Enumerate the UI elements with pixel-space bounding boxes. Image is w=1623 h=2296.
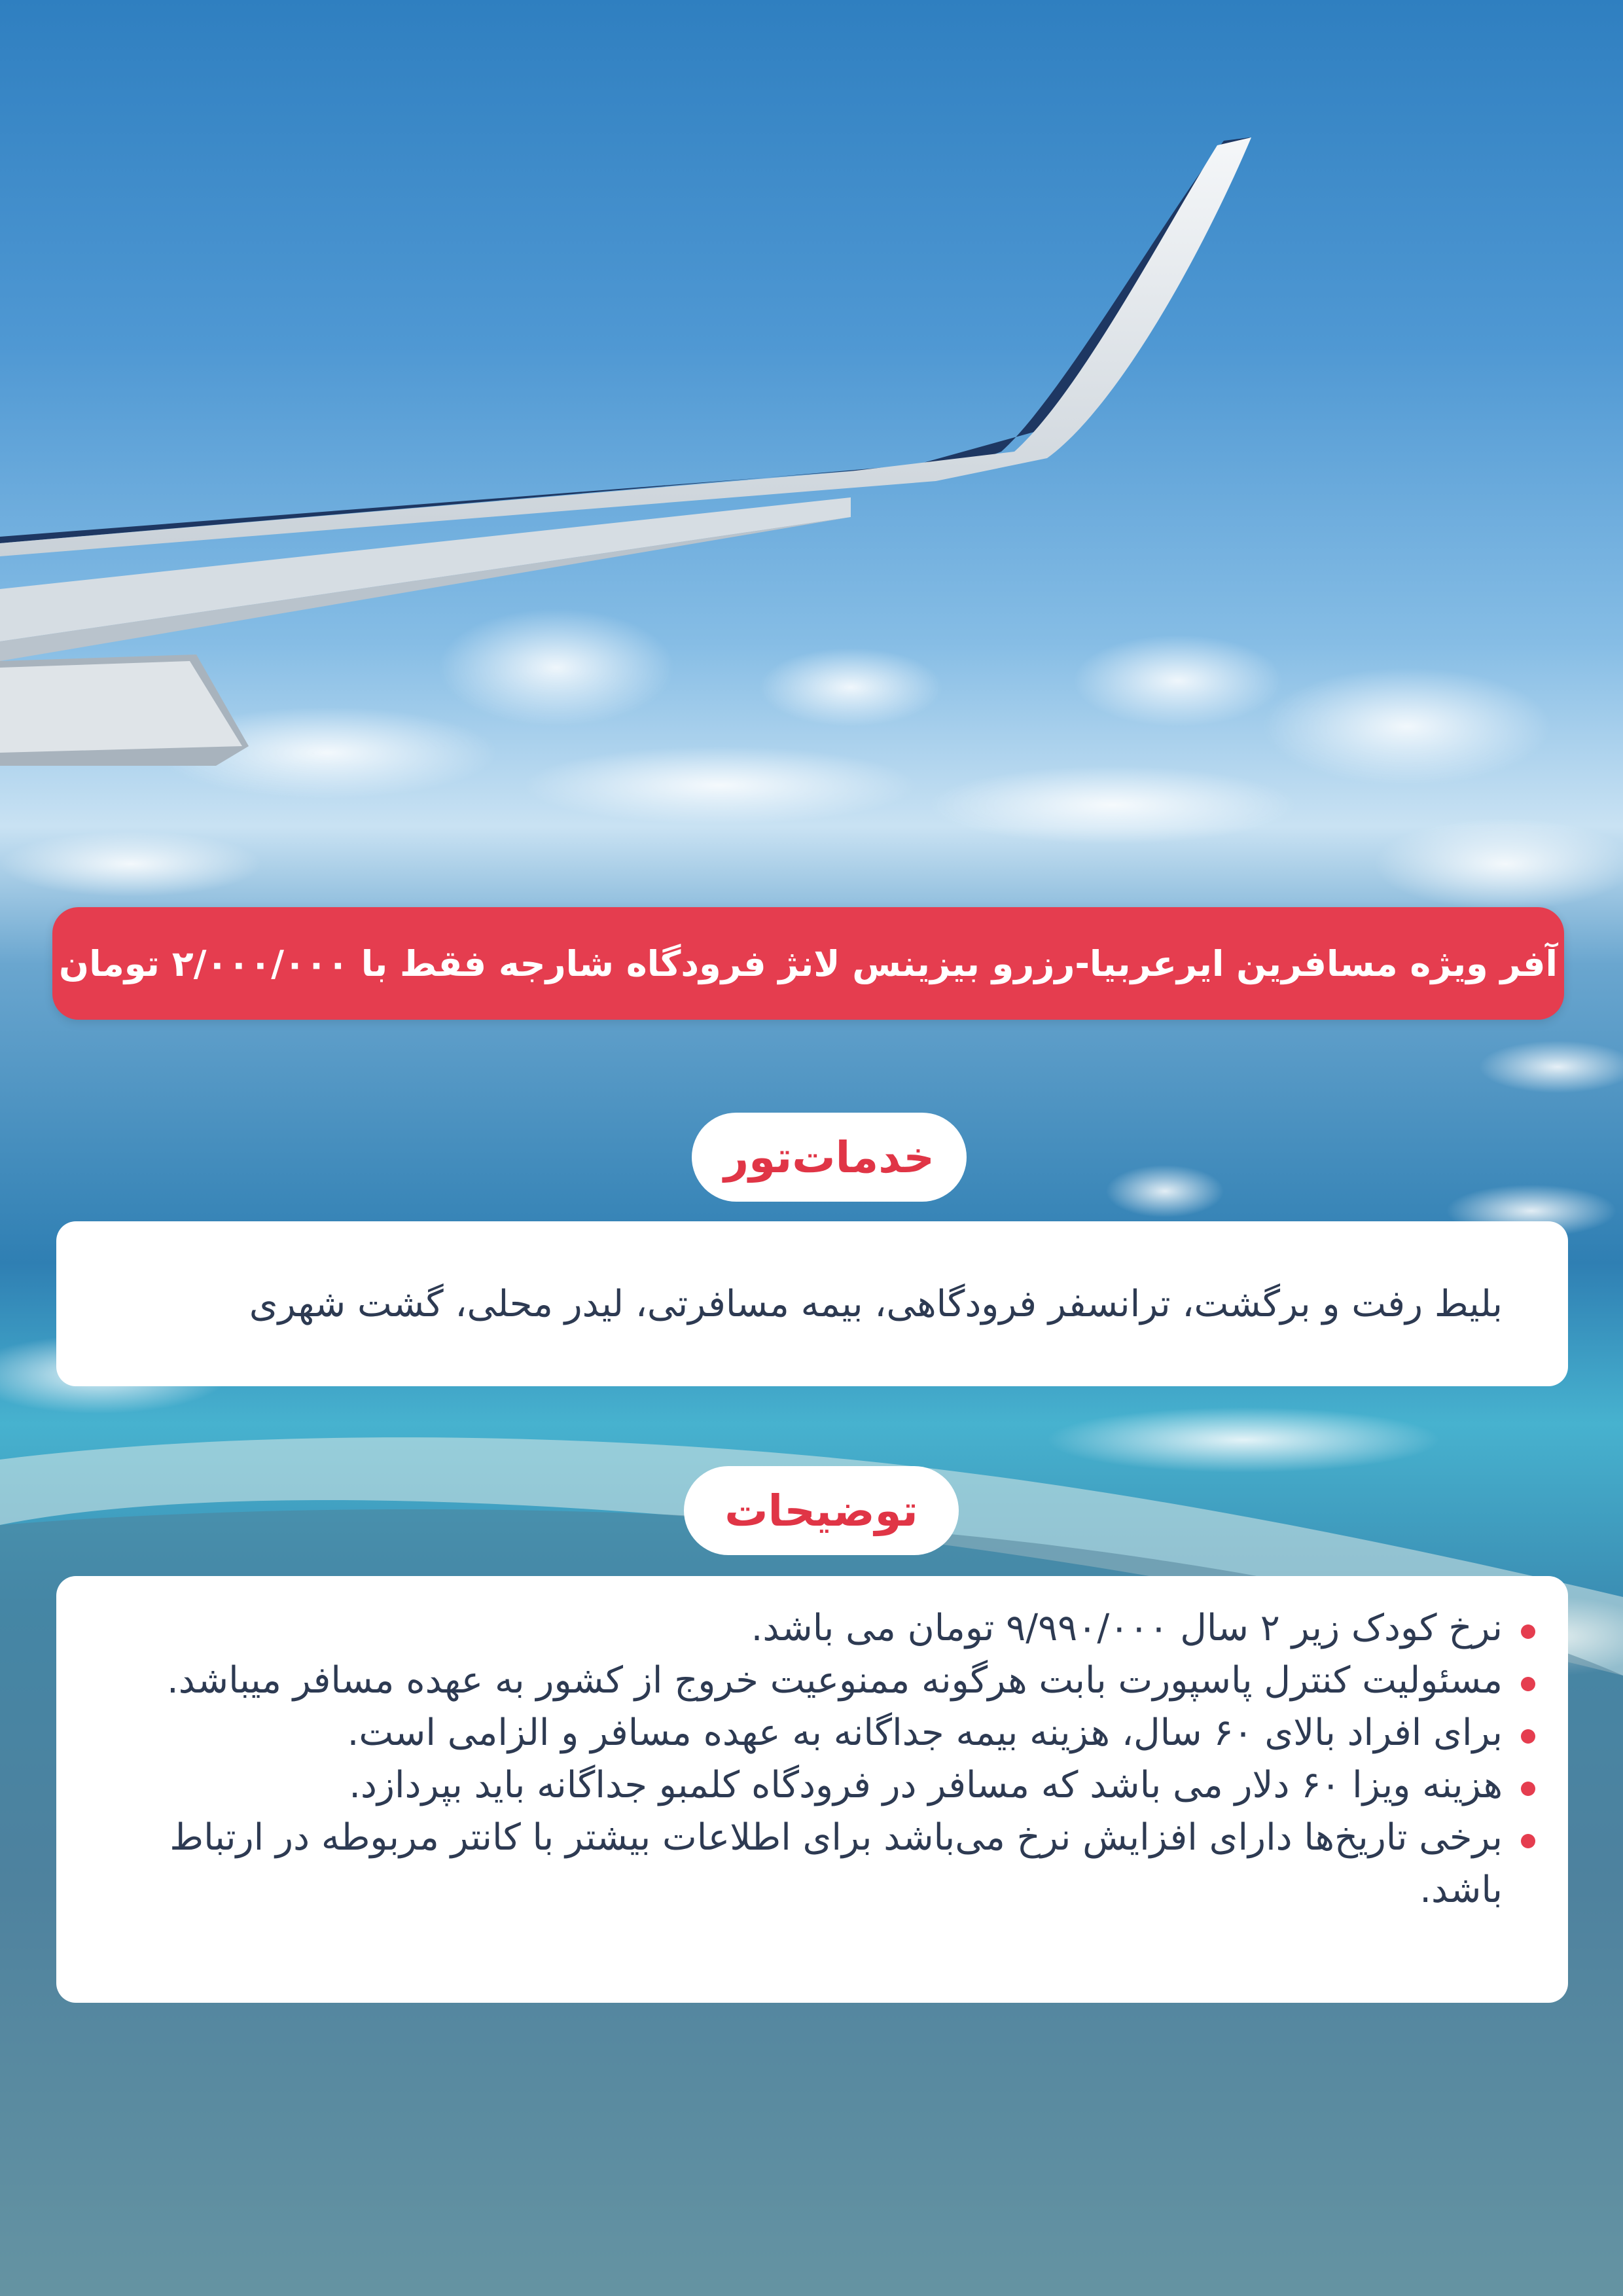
list-item xyxy=(128,1812,1503,1916)
services-heading xyxy=(692,1113,967,1202)
notes-heading-text: توضیحات xyxy=(724,1485,918,1536)
services-text: بلیط رفت و برگشت، ترانسفر فرودگاهی، بیمه مسافرتی، لیدر محلی، گشت شهری xyxy=(249,1282,1503,1325)
bullet-icon xyxy=(1521,1782,1535,1796)
bullet-icon xyxy=(1521,1834,1535,1848)
services-card xyxy=(56,1221,1568,1386)
offer-banner xyxy=(52,907,1564,1020)
offer-banner-text: آفر ویژه مسافرین ایرعربیا-رزرو بیزینس لانژ فرودگاه شارجه فقط با ۲/۰۰۰/۰۰۰ تومان xyxy=(59,942,1558,984)
note-text: هزینه ویزا ۶۰ دلار می باشد که مسافر در فرودگاه کلمبو جداگانه باید بپردازد. xyxy=(349,1764,1503,1806)
note-text: نرخ کودک زیر ۲ سال ۹/۹۹۰/۰۰۰ تومان می باشد. xyxy=(751,1607,1503,1649)
bullet-icon xyxy=(1521,1677,1535,1691)
notes-card xyxy=(56,1576,1568,2003)
notes-list xyxy=(56,1576,1568,1916)
bullet-icon xyxy=(1521,1729,1535,1744)
list-item xyxy=(128,1759,1503,1812)
note-text: برخی تاریخ‌ها دارای افزایش نرخ می‌باشد برای اطلاعات بیشتر با کانتر مربوطه در ارتباط باشد. xyxy=(169,1816,1503,1911)
list-item xyxy=(128,1707,1503,1759)
list-item xyxy=(128,1602,1503,1655)
note-text: مسئولیت کنترل پاسپورت بابت هرگونه ممنوعیت خروج از کشور به عهده مسافر میباشد. xyxy=(166,1659,1503,1702)
services-heading-text: خدمات‌تور xyxy=(724,1132,935,1183)
notes-heading xyxy=(684,1466,959,1555)
note-text: برای افراد بالای ۶۰ سال، هزینه بیمه جداگانه به عهده مسافر و الزامی است. xyxy=(347,1712,1503,1754)
list-item xyxy=(128,1655,1503,1707)
bullet-icon xyxy=(1521,1624,1535,1639)
